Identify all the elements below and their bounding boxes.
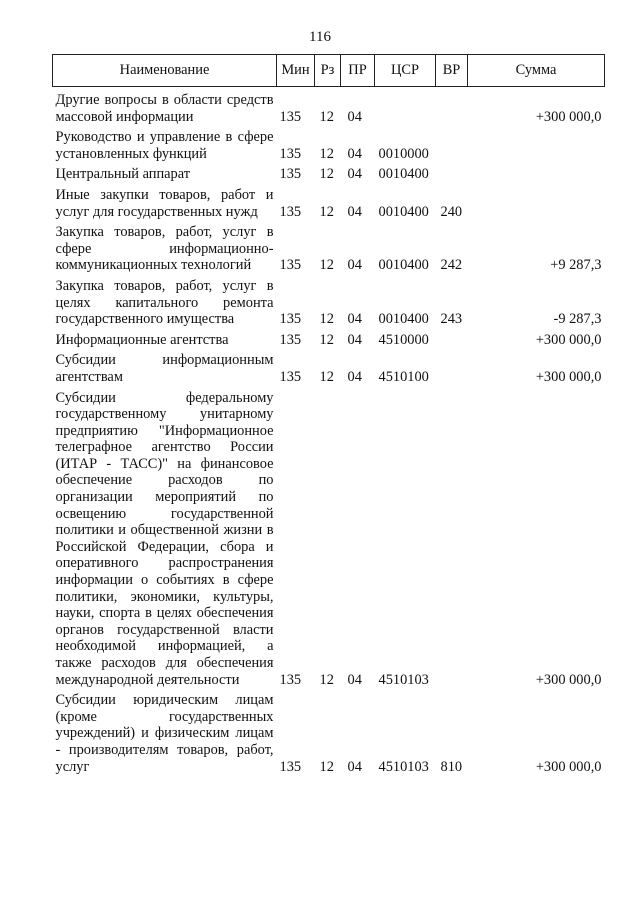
cell-sum: +300 000,0: [535, 108, 602, 125]
cell-min: 135: [279, 108, 302, 125]
header-csr: ЦСР: [375, 55, 436, 87]
table-row: [53, 275, 605, 329]
cell-sum: +300 000,0: [535, 331, 602, 348]
cell-sum: -9 287,3: [553, 311, 602, 328]
cell-pr: 04: [347, 257, 362, 274]
cell-name: Иные закупки товаров, работ и услуг для государственных нужд: [55, 186, 274, 220]
cell-min: 135: [279, 311, 302, 328]
table-row: [53, 221, 605, 275]
cell-min: 135: [279, 257, 302, 274]
cell-rz: 12: [319, 758, 334, 775]
cell-csr: 0010400: [378, 311, 429, 328]
table-row: [53, 349, 605, 386]
cell-rz: 12: [319, 671, 334, 688]
cell-rz: 12: [319, 311, 334, 328]
cell-csr: 0010000: [378, 145, 429, 162]
header-name: Наименование: [53, 55, 277, 87]
table-row: [53, 689, 605, 776]
cell-vr: [436, 126, 468, 163]
header-row: [53, 55, 605, 87]
table-row: [53, 184, 605, 221]
table-body: [53, 87, 605, 777]
cell-pr: 04: [347, 331, 362, 348]
cell-sum: +300 000,0: [535, 368, 602, 385]
cell-vr: 810: [440, 758, 463, 775]
cell-csr: 0010400: [378, 257, 429, 274]
cell-csr: 0010400: [378, 203, 429, 220]
cell-csr: 0010400: [378, 166, 429, 183]
header-vr: ВР: [436, 55, 468, 87]
cell-pr: 04: [347, 368, 362, 385]
cell-csr: 4510000: [378, 331, 429, 348]
page-number: 116: [309, 29, 331, 45]
cell-pr: 04: [347, 108, 362, 125]
cell-rz: 12: [319, 108, 334, 125]
cell-min: 135: [279, 145, 302, 162]
cell-sum: [468, 126, 605, 163]
cell-vr: [436, 349, 468, 386]
cell-rz: 12: [319, 166, 334, 183]
cell-name: Закупка товаров, работ, услуг в сфере информационно-коммуникационных технологий: [55, 224, 274, 274]
cell-csr: 4510103: [378, 758, 429, 775]
header-rz: Рз: [315, 55, 341, 87]
cell-pr: 04: [347, 758, 362, 775]
cell-name: Информационные агентства: [55, 331, 229, 348]
cell-rz: 12: [319, 203, 334, 220]
cell-csr: [375, 87, 436, 127]
budget-table: [52, 54, 605, 776]
cell-rz: 12: [319, 145, 334, 162]
cell-name: Центральный аппарат: [55, 166, 191, 183]
cell-min: 135: [279, 166, 302, 183]
table-row: [53, 163, 605, 184]
cell-vr: [436, 329, 468, 350]
cell-min: 135: [279, 368, 302, 385]
cell-name: Субсидии федеральному государственному унитарному предприятию "Информационное телеграфное агентство России (ИТАР - ТАСС)" на финансовое обеспечение расходов по организации мероприятий по освещению государственной политики и общественной жизни в Российской Федерации, сбора и оперативного распространения информации о событиях в сфере политики, экономики, культуры, науки, спорта в целях обеспечения органов государственной власти необходимой информацией, а также расходов для обеспечения международной деятельности: [55, 389, 274, 688]
cell-rz: 12: [319, 368, 334, 385]
cell-name: Другие вопросы в области средств массовой информации: [55, 92, 274, 125]
table-header: [53, 55, 605, 87]
cell-vr: 242: [440, 257, 463, 274]
header-min: Мин: [277, 55, 315, 87]
cell-min: 135: [279, 331, 302, 348]
cell-min: 135: [279, 671, 302, 688]
cell-name: Закупка товаров, работ, услуг в целях капитального ремонта государственного имущества: [55, 277, 274, 328]
table-row: [53, 87, 605, 127]
cell-sum: [468, 184, 605, 221]
cell-name: Субсидии юридическим лицам (кроме государственных учреждений) и физическим лицам - производителям товаров, работ, услуг: [55, 692, 274, 775]
cell-vr: [436, 387, 468, 690]
cell-min: 135: [279, 758, 302, 775]
cell-csr: 4510103: [378, 671, 429, 688]
cell-name: Руководство и управление в сфере установленных функций: [55, 129, 274, 162]
cell-rz: 12: [319, 331, 334, 348]
cell-csr: 4510100: [378, 368, 429, 385]
cell-pr: 04: [347, 203, 362, 220]
cell-min: 135: [279, 203, 302, 220]
cell-pr: 04: [347, 671, 362, 688]
cell-name: Субсидии информационным агентствам: [55, 352, 274, 385]
table-row: [53, 387, 605, 690]
header-sum: Сумма: [468, 55, 605, 87]
cell-rz: 12: [319, 257, 334, 274]
cell-vr: [436, 87, 468, 127]
cell-vr: 243: [440, 311, 463, 328]
cell-sum: +9 287,3: [550, 257, 602, 274]
cell-pr: 04: [347, 166, 362, 183]
table-row: [53, 329, 605, 350]
header-pr: ПР: [341, 55, 375, 87]
table-row: [53, 126, 605, 163]
cell-pr: 04: [347, 145, 362, 162]
cell-vr: 240: [440, 203, 463, 220]
cell-pr: 04: [347, 311, 362, 328]
cell-vr: [436, 163, 468, 184]
cell-sum: +300 000,0: [535, 671, 602, 688]
cell-sum: +300 000,0: [535, 758, 602, 775]
cell-sum: [468, 163, 605, 184]
